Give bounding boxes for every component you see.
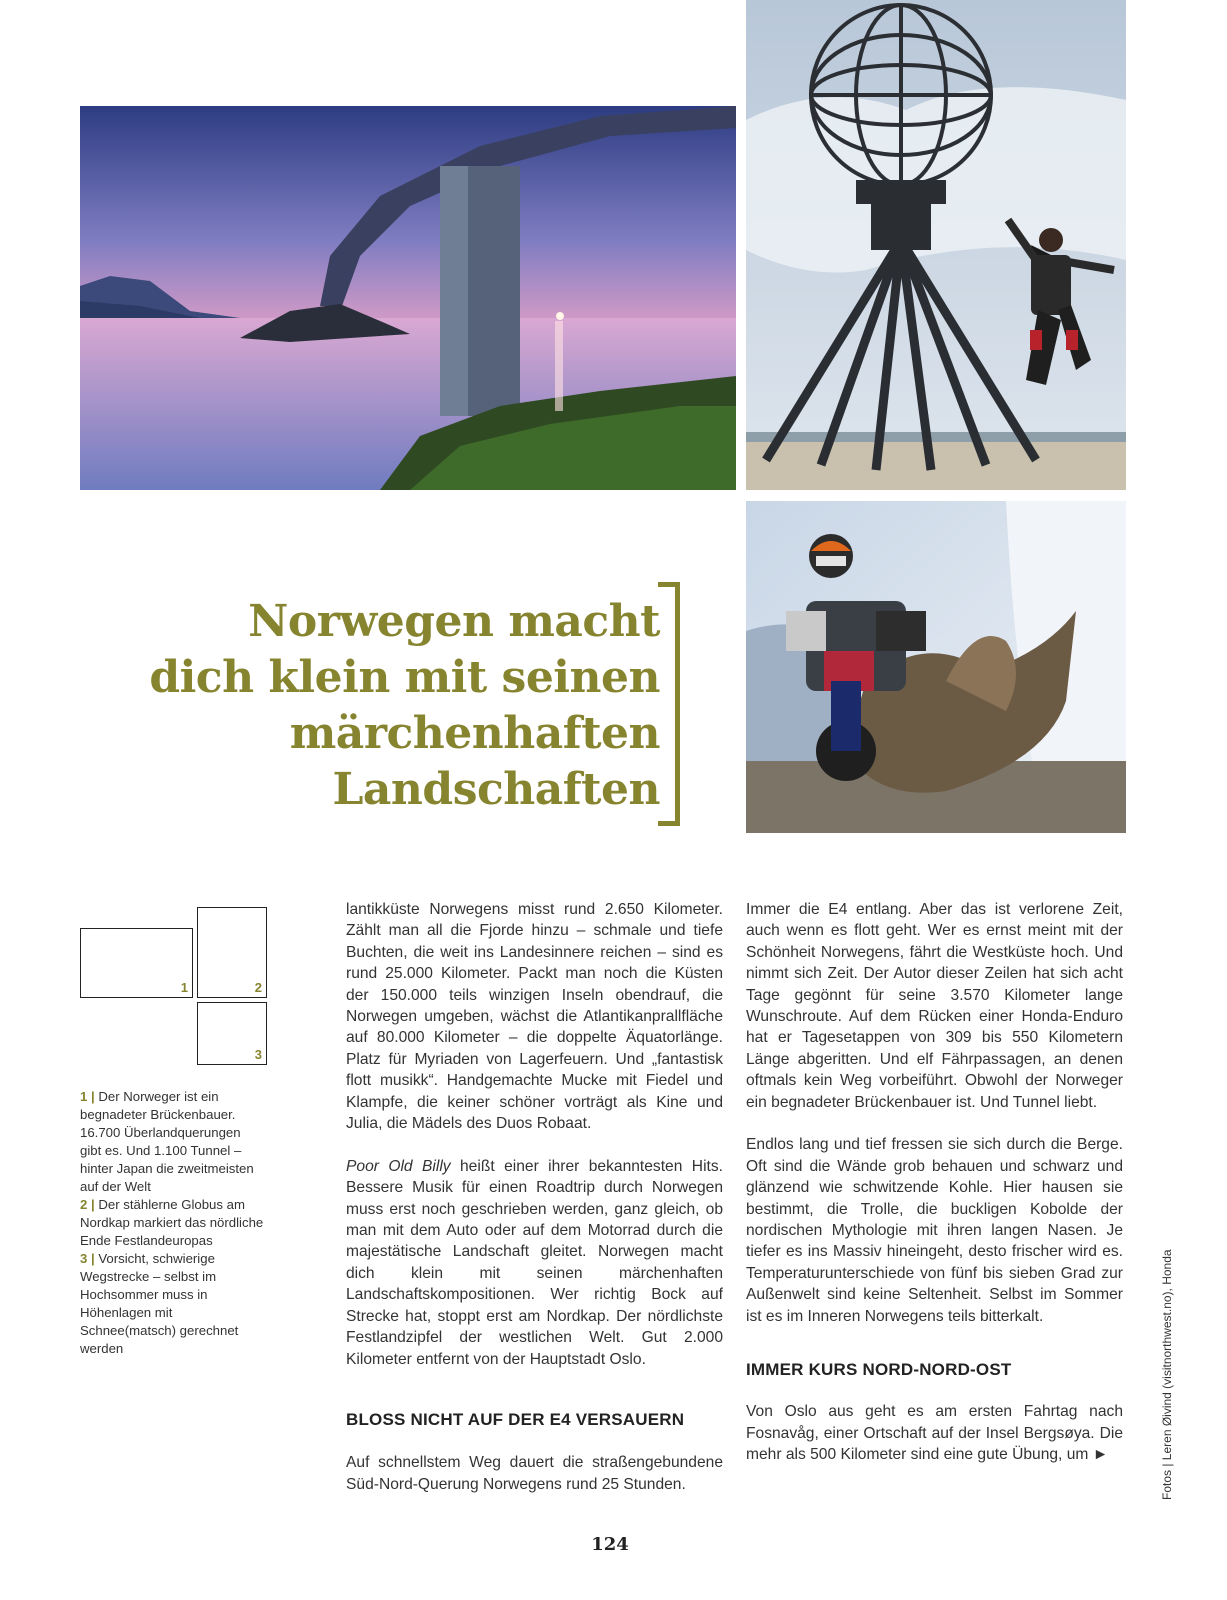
caption-text: Vorsicht, schwierige Wegstrecke – selbst im Hochsommer muss in Höhenlagen mit Schnee(matsch) gerechnet werden xyxy=(80,1251,239,1356)
caption-1 xyxy=(80,1088,265,1196)
legend-box-2 xyxy=(197,907,267,998)
body-column-1 xyxy=(346,899,723,1495)
headline-line: dich klein mit seinen xyxy=(149,652,660,703)
paragraph: Endlos lang und tief fressen sie sich durch die Berge. Oft sind die Wände grob behauen und schwarz und glänzend wie schwitzende Kohle. Hier hausen sie bestimmt, die Trolle, die buckligen Kobolde der nordischen Mythologie mit ihren langen Nasen. Je tiefer es ins Massiv hineingeht, desto frischer wird es. Temperaturunterschiede von fünf bis sieben Grad zur Außenwelt sind keine Seltenheit. Selbst im Sommer ist es im Inneren Norwegens teils bitterkalt. xyxy=(746,1136,1123,1325)
paragraph-text: heißt einer ihrer bekanntesten Hits. Bessere Musik für einen Roadtrip durch Norwegen muss erst noch geschrieben werden, ganz gleich, ob man mit dem Auto oder auf dem Motorrad durch die majestätische Landschaft gleitet. Norwegen macht dich klein mit seinen märchenhaften Landschaftskompositionen. Wer richtig Bock auf Strecke hat, stoppt erst am Nordkap. Der nördlichste Festlandzipfel der westlichen Welt. Gut 2.000 Kilometer entfernt von der Hauptstadt Oslo. xyxy=(346,1157,723,1368)
paragraph xyxy=(346,1156,723,1370)
caption-number: 3 | xyxy=(80,1251,95,1266)
legend-number: 3 xyxy=(254,1047,262,1062)
headline-bracket xyxy=(658,582,680,826)
continue-arrow-icon: ► xyxy=(1092,1446,1109,1464)
paragraph xyxy=(746,1401,1123,1465)
bridge-photo xyxy=(80,106,736,490)
motorcycle-photo xyxy=(746,501,1126,833)
legend-number: 1 xyxy=(180,980,188,995)
paragraph-text: Von Oslo aus geht es am ersten Fahrtag nach Fosnavåg, einer Ortschaft auf der Insel Bergsøya. Die mehr als 500 Kilometer sind eine gute Übung, um xyxy=(746,1403,1123,1464)
legend-box-3 xyxy=(197,1002,267,1065)
song-title: Poor Old Billy xyxy=(346,1157,451,1175)
subheading: IMMER KURS NORD-NORD-OST xyxy=(746,1359,1012,1379)
photo-credit: Fotos | Leren Øivind (visitnorthwest.no), Honda xyxy=(1160,1249,1174,1500)
paragraph: Auf schnellstem Weg dauert die straßengebundene Süd-Nord-Querung Norwegens rund 25 Stunden. xyxy=(346,1454,723,1493)
caption-text: Der stählerne Globus am Nordkap markiert das nördliche Ende Festlandeuropas xyxy=(80,1197,264,1248)
caption-text: Der Norweger ist ein begnadeter Brückenbauer. 16.700 Überlandquerungen gibt es. Und 1.100 Tunnel – hinter Japan die zweitmeisten auf der Welt xyxy=(80,1089,254,1194)
headline-line: Landschaften xyxy=(332,764,660,815)
globe-photo xyxy=(746,0,1126,490)
legend-number: 2 xyxy=(254,980,262,995)
page-number: 124 xyxy=(591,1534,629,1555)
caption-number: 1 | xyxy=(80,1089,95,1104)
headline-line: märchenhaften xyxy=(289,708,660,759)
caption-number: 2 | xyxy=(80,1197,95,1212)
body-column-2 xyxy=(746,899,1123,1466)
caption-2 xyxy=(80,1196,265,1250)
paragraph: Immer die E4 entlang. Aber das ist verlorene Zeit, auch wenn es flott geht. Wer es ernst meint mit der Schönheit Norwegens, fährt die Westküste hoch. Und nimmt sich Zeit. Der Autor dieser Zeilen hat sich acht Tage gegönnt für seine 3.570 Kilometer lange Wunschroute. Auf dem Rücken einer Honda-Enduro hat er Tagesetappen von 309 bis 550 Kilometern Länge abgeritten. Und elf Fährpassagen, an denen oftmals kein Weg vorbeiführt. Obwohl der Norweger ein begnadeter Brückenbauer ist. Und Tunnel liebt. xyxy=(746,901,1123,1111)
headline-line: Norwegen macht xyxy=(248,596,660,647)
caption-3 xyxy=(80,1250,265,1358)
subheading: BLOSS NICHT AUF DER E4 VERSAUERN xyxy=(346,1410,685,1430)
photo-captions xyxy=(80,1088,265,1358)
paragraph: lantikküste Norwegens misst rund 2.650 Kilometer. Zählt man all die Fjorde hinzu – schmale und tiefe Buchten, die weit ins Landesinnere reichen – sind es rund 25.000 Kilometer. Packt man noch die Küsten der 150.000 teils winzigen Inseln obendrauf, die Norwegen umgeben, wächst die Atlantikanprallfläche auf 80.000 Kilometer – die doppelte Äquatorlänge. Platz für Myriaden von Lagerfeuern. Und „fantastisk flott musikk“. Handgemachte Mucke mit Fiedel und Klampfe, die keiner schöner vorträgt als Kine und Julia, die Mädels des Duos Robaat. xyxy=(346,901,723,1133)
headline xyxy=(80,594,660,818)
legend-box-1 xyxy=(80,928,193,998)
